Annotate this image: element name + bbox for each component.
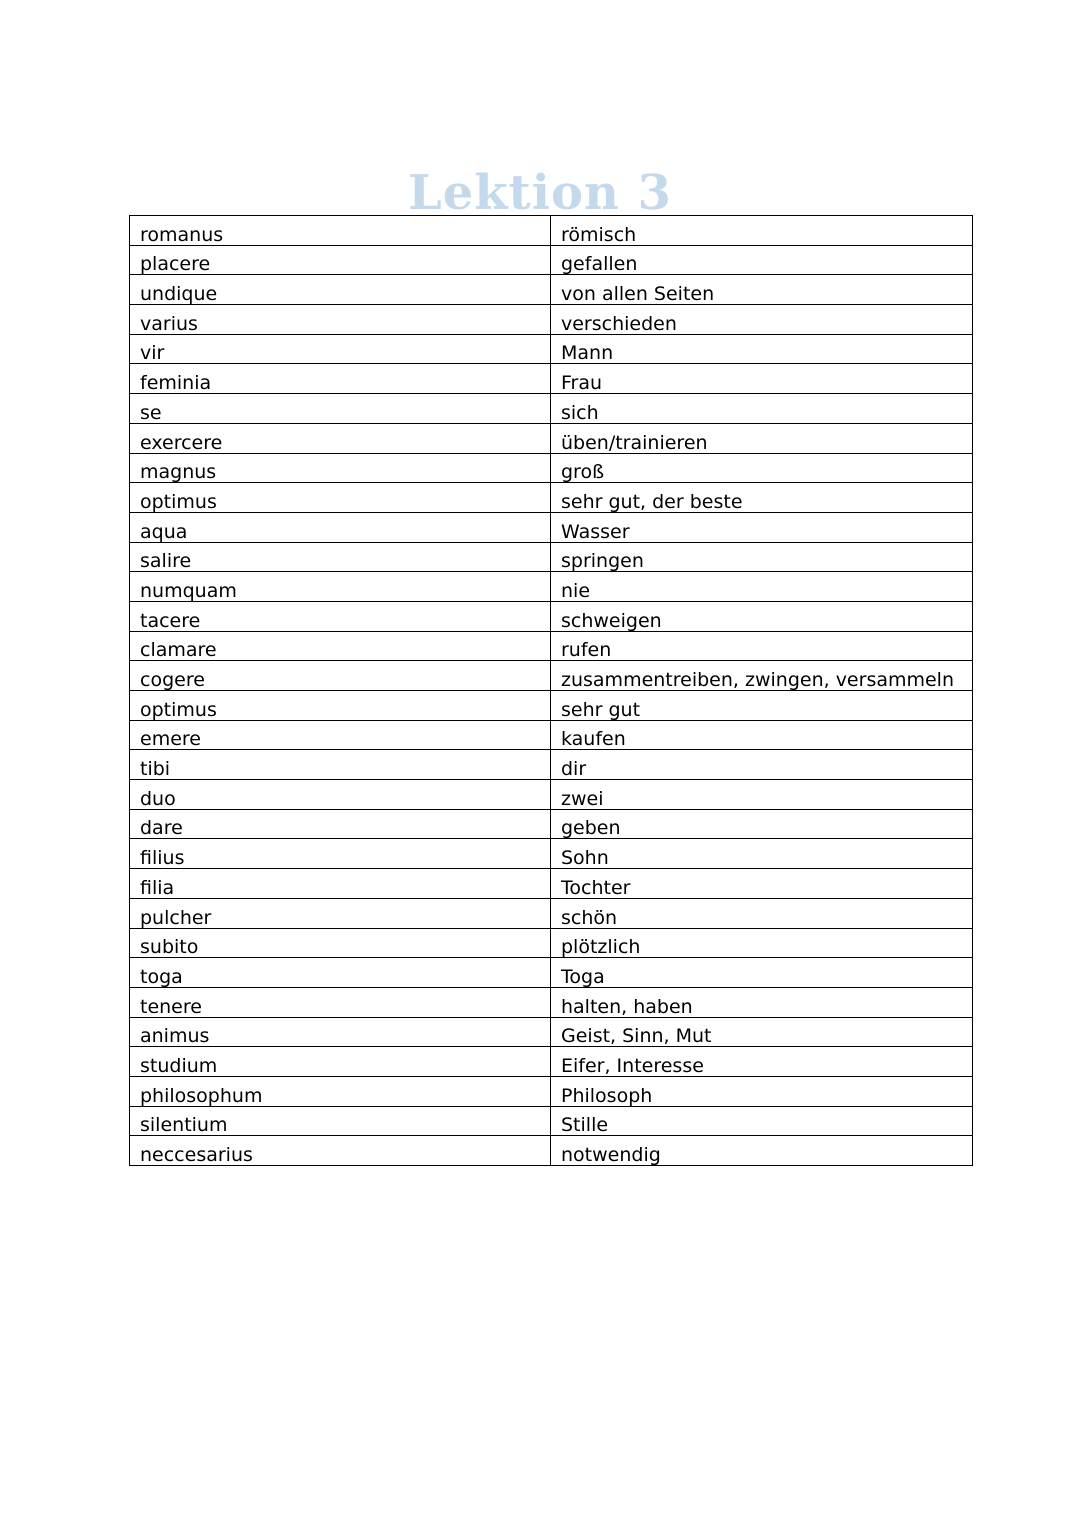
table-row [130, 661, 973, 691]
table-row [130, 394, 973, 424]
latin-word-cell: emere [130, 720, 551, 750]
latin-word-cell: tibi [130, 750, 551, 780]
table-row [130, 601, 973, 631]
german-translation-cell: dir [551, 750, 973, 780]
german-translation-cell: springen [551, 542, 973, 572]
latin-word-cell: salire [130, 542, 551, 572]
latin-word-cell: varius [130, 305, 551, 335]
german-translation-cell: Mann [551, 334, 973, 364]
latin-word-cell: tacere [130, 601, 551, 631]
latin-word-cell: filius [130, 839, 551, 869]
latin-word-cell: optimus [130, 691, 551, 721]
table-row [130, 1076, 973, 1106]
latin-word-cell: studium [130, 1047, 551, 1077]
latin-word-cell: pulcher [130, 898, 551, 928]
table-row [130, 423, 973, 453]
table-row [130, 898, 973, 928]
table-row [130, 542, 973, 572]
table-row [130, 305, 973, 335]
latin-word-cell: se [130, 394, 551, 424]
german-translation-cell: Tochter [551, 869, 973, 899]
german-translation-cell: sich [551, 394, 973, 424]
german-translation-cell: sehr gut [551, 691, 973, 721]
german-translation-cell: üben/trainieren [551, 423, 973, 453]
german-translation-cell: Geist, Sinn, Mut [551, 1017, 973, 1047]
latin-word-cell: exercere [130, 423, 551, 453]
latin-word-cell: dare [130, 809, 551, 839]
table-row [130, 453, 973, 483]
table-row [130, 928, 973, 958]
german-translation-cell: Sohn [551, 839, 973, 869]
german-translation-cell: Philosoph [551, 1076, 973, 1106]
table-row [130, 720, 973, 750]
german-translation-cell: Frau [551, 364, 973, 394]
latin-word-cell: duo [130, 780, 551, 810]
table-row [130, 245, 973, 275]
latin-word-cell: philosophum [130, 1076, 551, 1106]
latin-word-cell: cogere [130, 661, 551, 691]
latin-word-cell: clamare [130, 631, 551, 661]
table-row [130, 631, 973, 661]
table-row [130, 987, 973, 1017]
german-translation-cell: von allen Seiten [551, 275, 973, 305]
latin-word-cell: feminia [130, 364, 551, 394]
german-translation-cell: römisch [551, 216, 973, 246]
latin-word-cell: subito [130, 928, 551, 958]
table-row [130, 483, 973, 513]
latin-word-cell: aqua [130, 512, 551, 542]
german-translation-cell: plötzlich [551, 928, 973, 958]
latin-word-cell: toga [130, 958, 551, 988]
latin-word-cell: silentium [130, 1106, 551, 1136]
table-row [130, 572, 973, 602]
german-translation-cell: kaufen [551, 720, 973, 750]
german-translation-cell: sehr gut, der beste [551, 483, 973, 513]
table-row [130, 512, 973, 542]
table-row [130, 275, 973, 305]
page-title: Lektion 3 [408, 165, 672, 222]
latin-word-cell: animus [130, 1017, 551, 1047]
german-translation-cell: halten, haben [551, 987, 973, 1017]
german-translation-cell: notwendig [551, 1136, 973, 1166]
vocabulary-table-body [130, 216, 973, 1166]
table-row [130, 750, 973, 780]
table-row [130, 364, 973, 394]
german-translation-cell: Stille [551, 1106, 973, 1136]
table-row [130, 869, 973, 899]
german-translation-cell: Toga [551, 958, 973, 988]
german-translation-cell: gefallen [551, 245, 973, 275]
table-row [130, 216, 973, 246]
latin-word-cell: undique [130, 275, 551, 305]
latin-word-cell: neccesarius [130, 1136, 551, 1166]
german-translation-cell: schön [551, 898, 973, 928]
table-row [130, 334, 973, 364]
table-row [130, 691, 973, 721]
german-translation-cell: geben [551, 809, 973, 839]
latin-word-cell: numquam [130, 572, 551, 602]
table-row [130, 1106, 973, 1136]
table-row [130, 809, 973, 839]
table-row [130, 1017, 973, 1047]
latin-word-cell: optimus [130, 483, 551, 513]
german-translation-cell: rufen [551, 631, 973, 661]
latin-word-cell: romanus [130, 216, 551, 246]
latin-word-cell: magnus [130, 453, 551, 483]
german-translation-cell: nie [551, 572, 973, 602]
table-row [130, 1047, 973, 1077]
table-row [130, 839, 973, 869]
german-translation-cell: zusammentreiben, zwingen, versammeln [551, 661, 973, 691]
vocabulary-table [129, 215, 973, 1166]
german-translation-cell: schweigen [551, 601, 973, 631]
german-translation-cell: zwei [551, 780, 973, 810]
latin-word-cell: filia [130, 869, 551, 899]
latin-word-cell: vir [130, 334, 551, 364]
german-translation-cell: Wasser [551, 512, 973, 542]
german-translation-cell: verschieden [551, 305, 973, 335]
table-row [130, 1136, 973, 1166]
german-translation-cell: groß [551, 453, 973, 483]
latin-word-cell: tenere [130, 987, 551, 1017]
table-row [130, 780, 973, 810]
latin-word-cell: placere [130, 245, 551, 275]
table-row [130, 958, 973, 988]
german-translation-cell: Eifer, Interesse [551, 1047, 973, 1077]
